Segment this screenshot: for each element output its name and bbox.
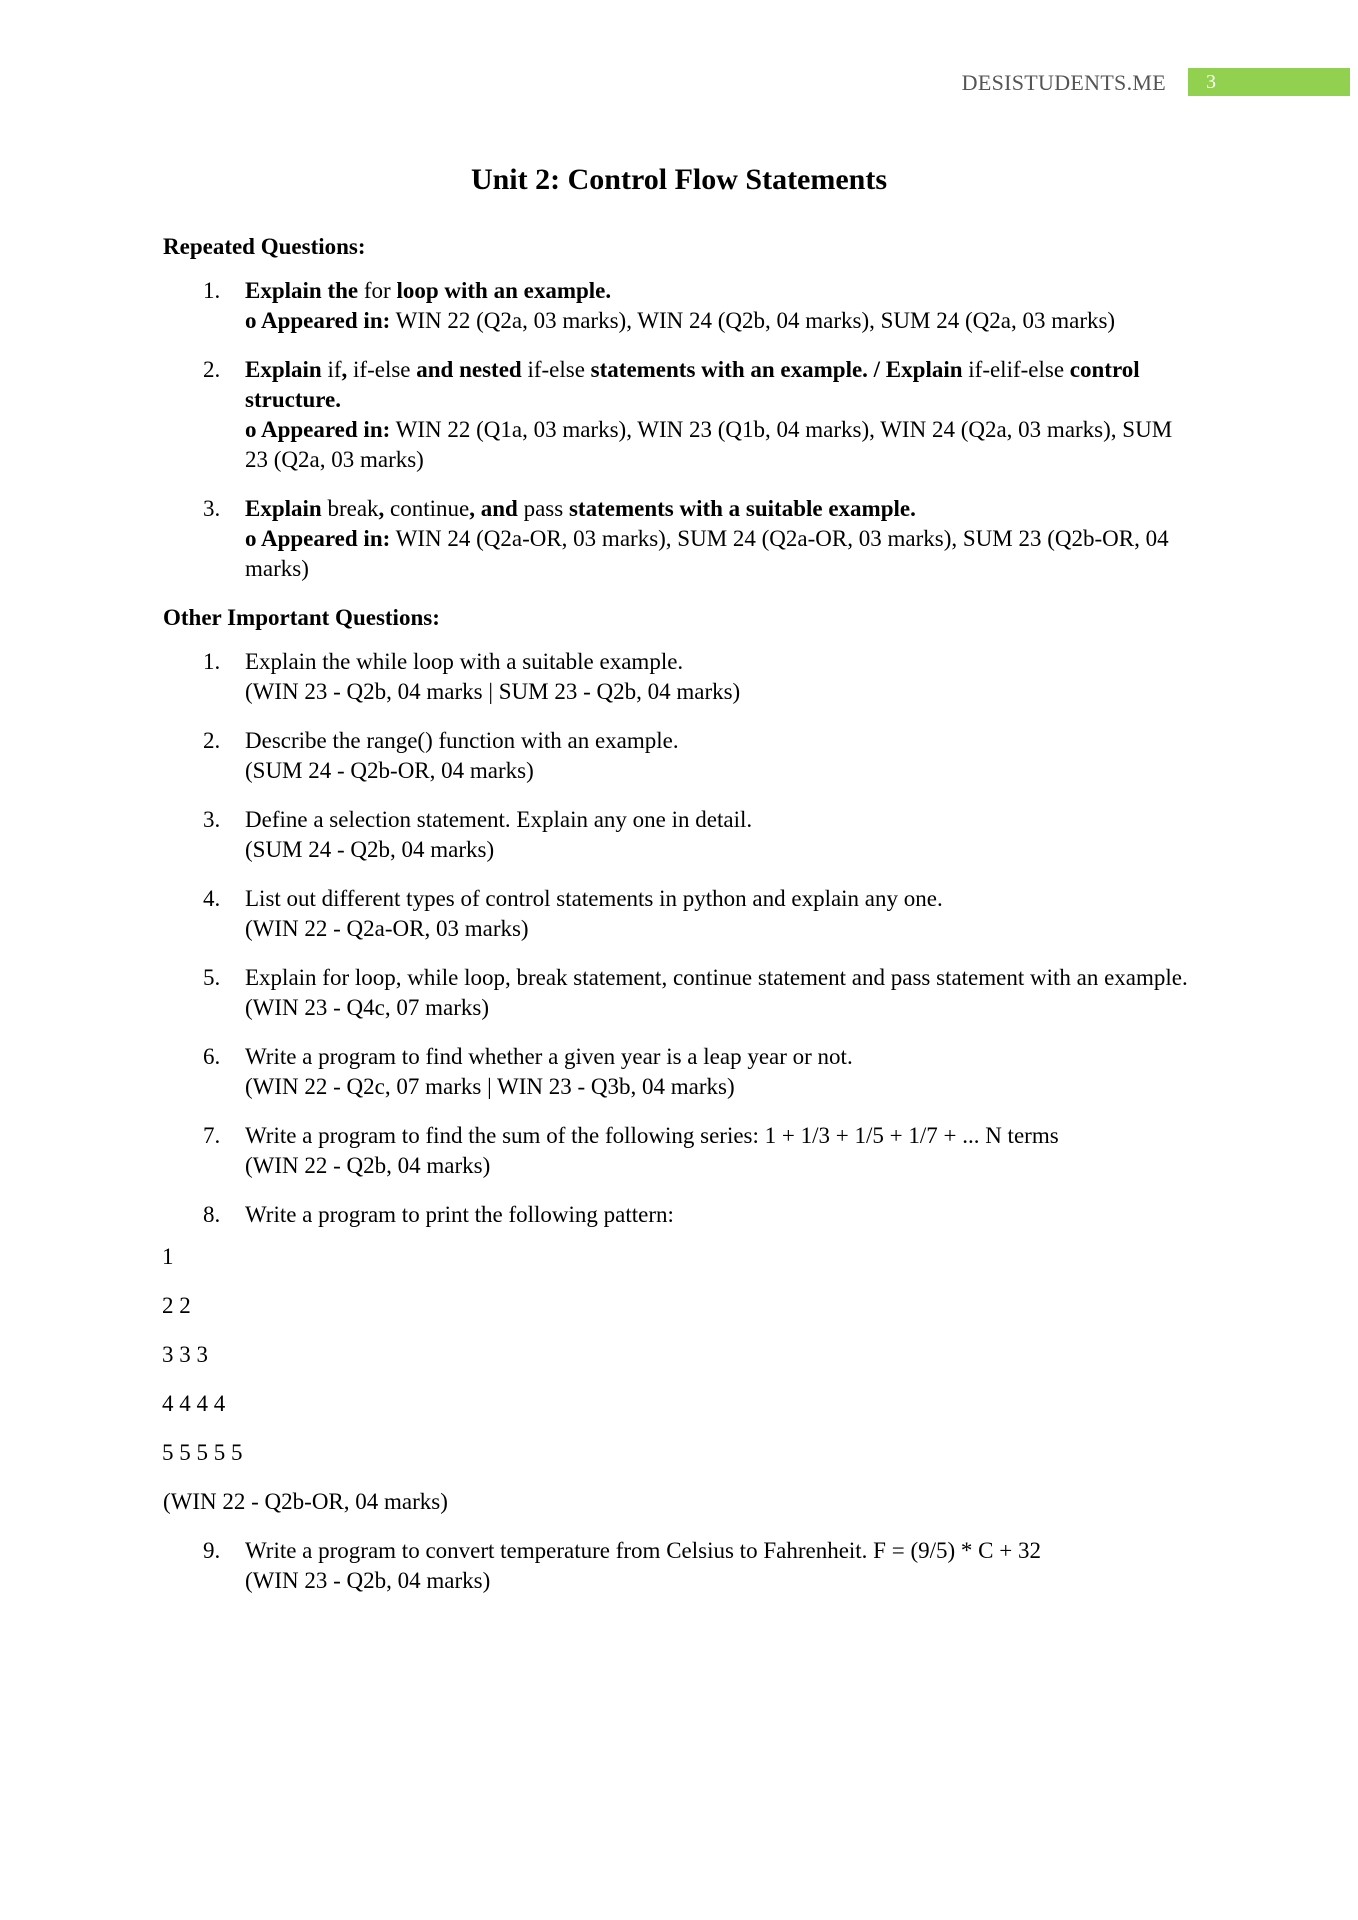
question-segment: if-else [527,357,585,382]
list-item [163,963,1193,1023]
question-segment: and nested [410,357,528,382]
question-text: Write a program to print the following pattern: [245,1202,674,1227]
appeared-in-text: WIN 22 (Q2a, 03 marks), WIN 24 (Q2b, 04 marks), SUM 24 (Q2a, 03 marks) [390,308,1116,333]
question-segment: statements with an example. / Explain [584,357,969,382]
item-number: 2. [203,728,221,753]
question-text: Write a program to find whether a given year is a leap year or not. [245,1044,853,1069]
page-number-badge: 3 [1188,68,1350,96]
question-segment: if [327,357,342,382]
question-text: Explain for loop, while loop, break statement, continue statement and pass statement with an example. [245,965,1188,990]
question-segment: pass [523,496,564,521]
item-number: 2. [203,357,221,382]
question-segment: , [341,357,354,382]
list-item [163,1536,1193,1596]
question-segment: Explain [245,357,328,382]
question-text: Describe the range() function with an example. [245,728,679,753]
question-reference: (SUM 24 - Q2b-OR, 04 marks) [245,758,534,783]
item-number: 4. [203,886,221,911]
appeared-in-text: WIN 22 (Q1a, 03 marks), WIN 23 (Q1b, 04 marks), WIN 24 (Q2a, 03 marks), SUM 23 (Q2a, 03 marks) [245,417,1173,472]
list-item [163,647,1193,707]
question-segment: if-else [353,357,411,382]
pattern-line: 4 4 4 4 [162,1391,226,1416]
question-reference: (WIN 23 - Q2b, 04 marks) [245,1568,491,1593]
appeared-in-label: o Appeared in: [245,308,391,333]
question-text [245,494,1193,524]
question-reference: (WIN 23 - Q4c, 07 marks) [245,995,489,1020]
appeared-in-label: o Appeared in: [245,526,391,551]
other-questions-list [163,647,1193,1230]
question-segment: statements with a suitable example. [563,496,916,521]
pattern-line: 3 3 3 [162,1342,208,1367]
item-number: 9. [203,1538,221,1563]
question-text: Write a program to convert temperature from Celsius to Fahrenheit. F = (9/5) * C + 32 [245,1538,1041,1563]
question-reference: (WIN 23 - Q2b, 04 marks | SUM 23 - Q2b, 04 marks) [245,679,741,704]
item-number: 3. [203,496,221,521]
appeared-in [245,415,1193,475]
document-body [163,232,1193,1615]
question-segment: if-elif-else [968,357,1065,382]
repeated-questions-heading: Repeated Questions: [163,234,366,259]
header-site-name: DESISTUDENTS.ME [961,70,1166,95]
pattern-reference: (WIN 22 - Q2b-OR, 04 marks) [163,1489,448,1514]
list-item [163,1200,1193,1230]
appeared-in [245,524,1193,584]
question-text: List out different types of control statements in python and explain any one. [245,886,943,911]
item-number: 3. [203,807,221,832]
pattern-block [162,1242,1193,1468]
question-segment: loop with an example. [390,278,612,303]
page-title: Unit 2: Control Flow Statements [470,163,888,196]
question-segment: Explain the [245,278,364,303]
question-reference: (WIN 22 - Q2c, 07 marks | WIN 23 - Q3b, 04 marks) [245,1074,735,1099]
item-number: 8. [203,1202,221,1227]
item-number: 5. [203,965,221,990]
question-text: Define a selection statement. Explain any one in detail. [245,807,753,832]
other-questions-list-continued [163,1536,1193,1596]
repeated-questions-list [163,276,1193,584]
pattern-line: 1 [162,1244,174,1269]
pattern-line: 5 5 5 5 5 [162,1440,243,1465]
list-item [163,355,1193,475]
question-text [245,276,1193,306]
pattern-line: 2 2 [162,1293,191,1318]
question-reference: (SUM 24 - Q2b, 04 marks) [245,837,495,862]
question-reference: (WIN 22 - Q2a-OR, 03 marks) [245,916,529,941]
question-reference: (WIN 22 - Q2b, 04 marks) [245,1153,491,1178]
list-item [163,494,1193,584]
list-item [163,805,1193,865]
other-questions-heading: Other Important Questions: [163,605,440,630]
list-item [163,1042,1193,1102]
question-segment: break [327,496,379,521]
question-segment: continue [390,496,470,521]
list-item [163,1121,1193,1181]
item-number: 1. [203,278,221,303]
question-segment: , and [469,496,524,521]
question-text: Explain the while loop with a suitable example. [245,649,684,674]
question-segment: control structure. [245,357,1140,412]
question-text [245,355,1193,415]
appeared-in-label: o Appeared in: [245,417,391,442]
list-item [163,884,1193,944]
list-item [163,276,1193,336]
question-segment: , [378,496,391,521]
appeared-in [245,306,1193,336]
question-text: Write a program to find the sum of the following series: 1 + 1/3 + 1/5 + 1/7 + ... N terms [245,1123,1059,1148]
question-segment: for [363,278,391,303]
item-number: 1. [203,649,221,674]
question-segment: Explain [245,496,328,521]
list-item [163,726,1193,786]
item-number: 7. [203,1123,221,1148]
item-number: 6. [203,1044,221,1069]
appeared-in-text: WIN 24 (Q2a-OR, 03 marks), SUM 24 (Q2a-OR, 03 marks), SUM 23 (Q2b-OR, 04 marks) [245,526,1169,581]
